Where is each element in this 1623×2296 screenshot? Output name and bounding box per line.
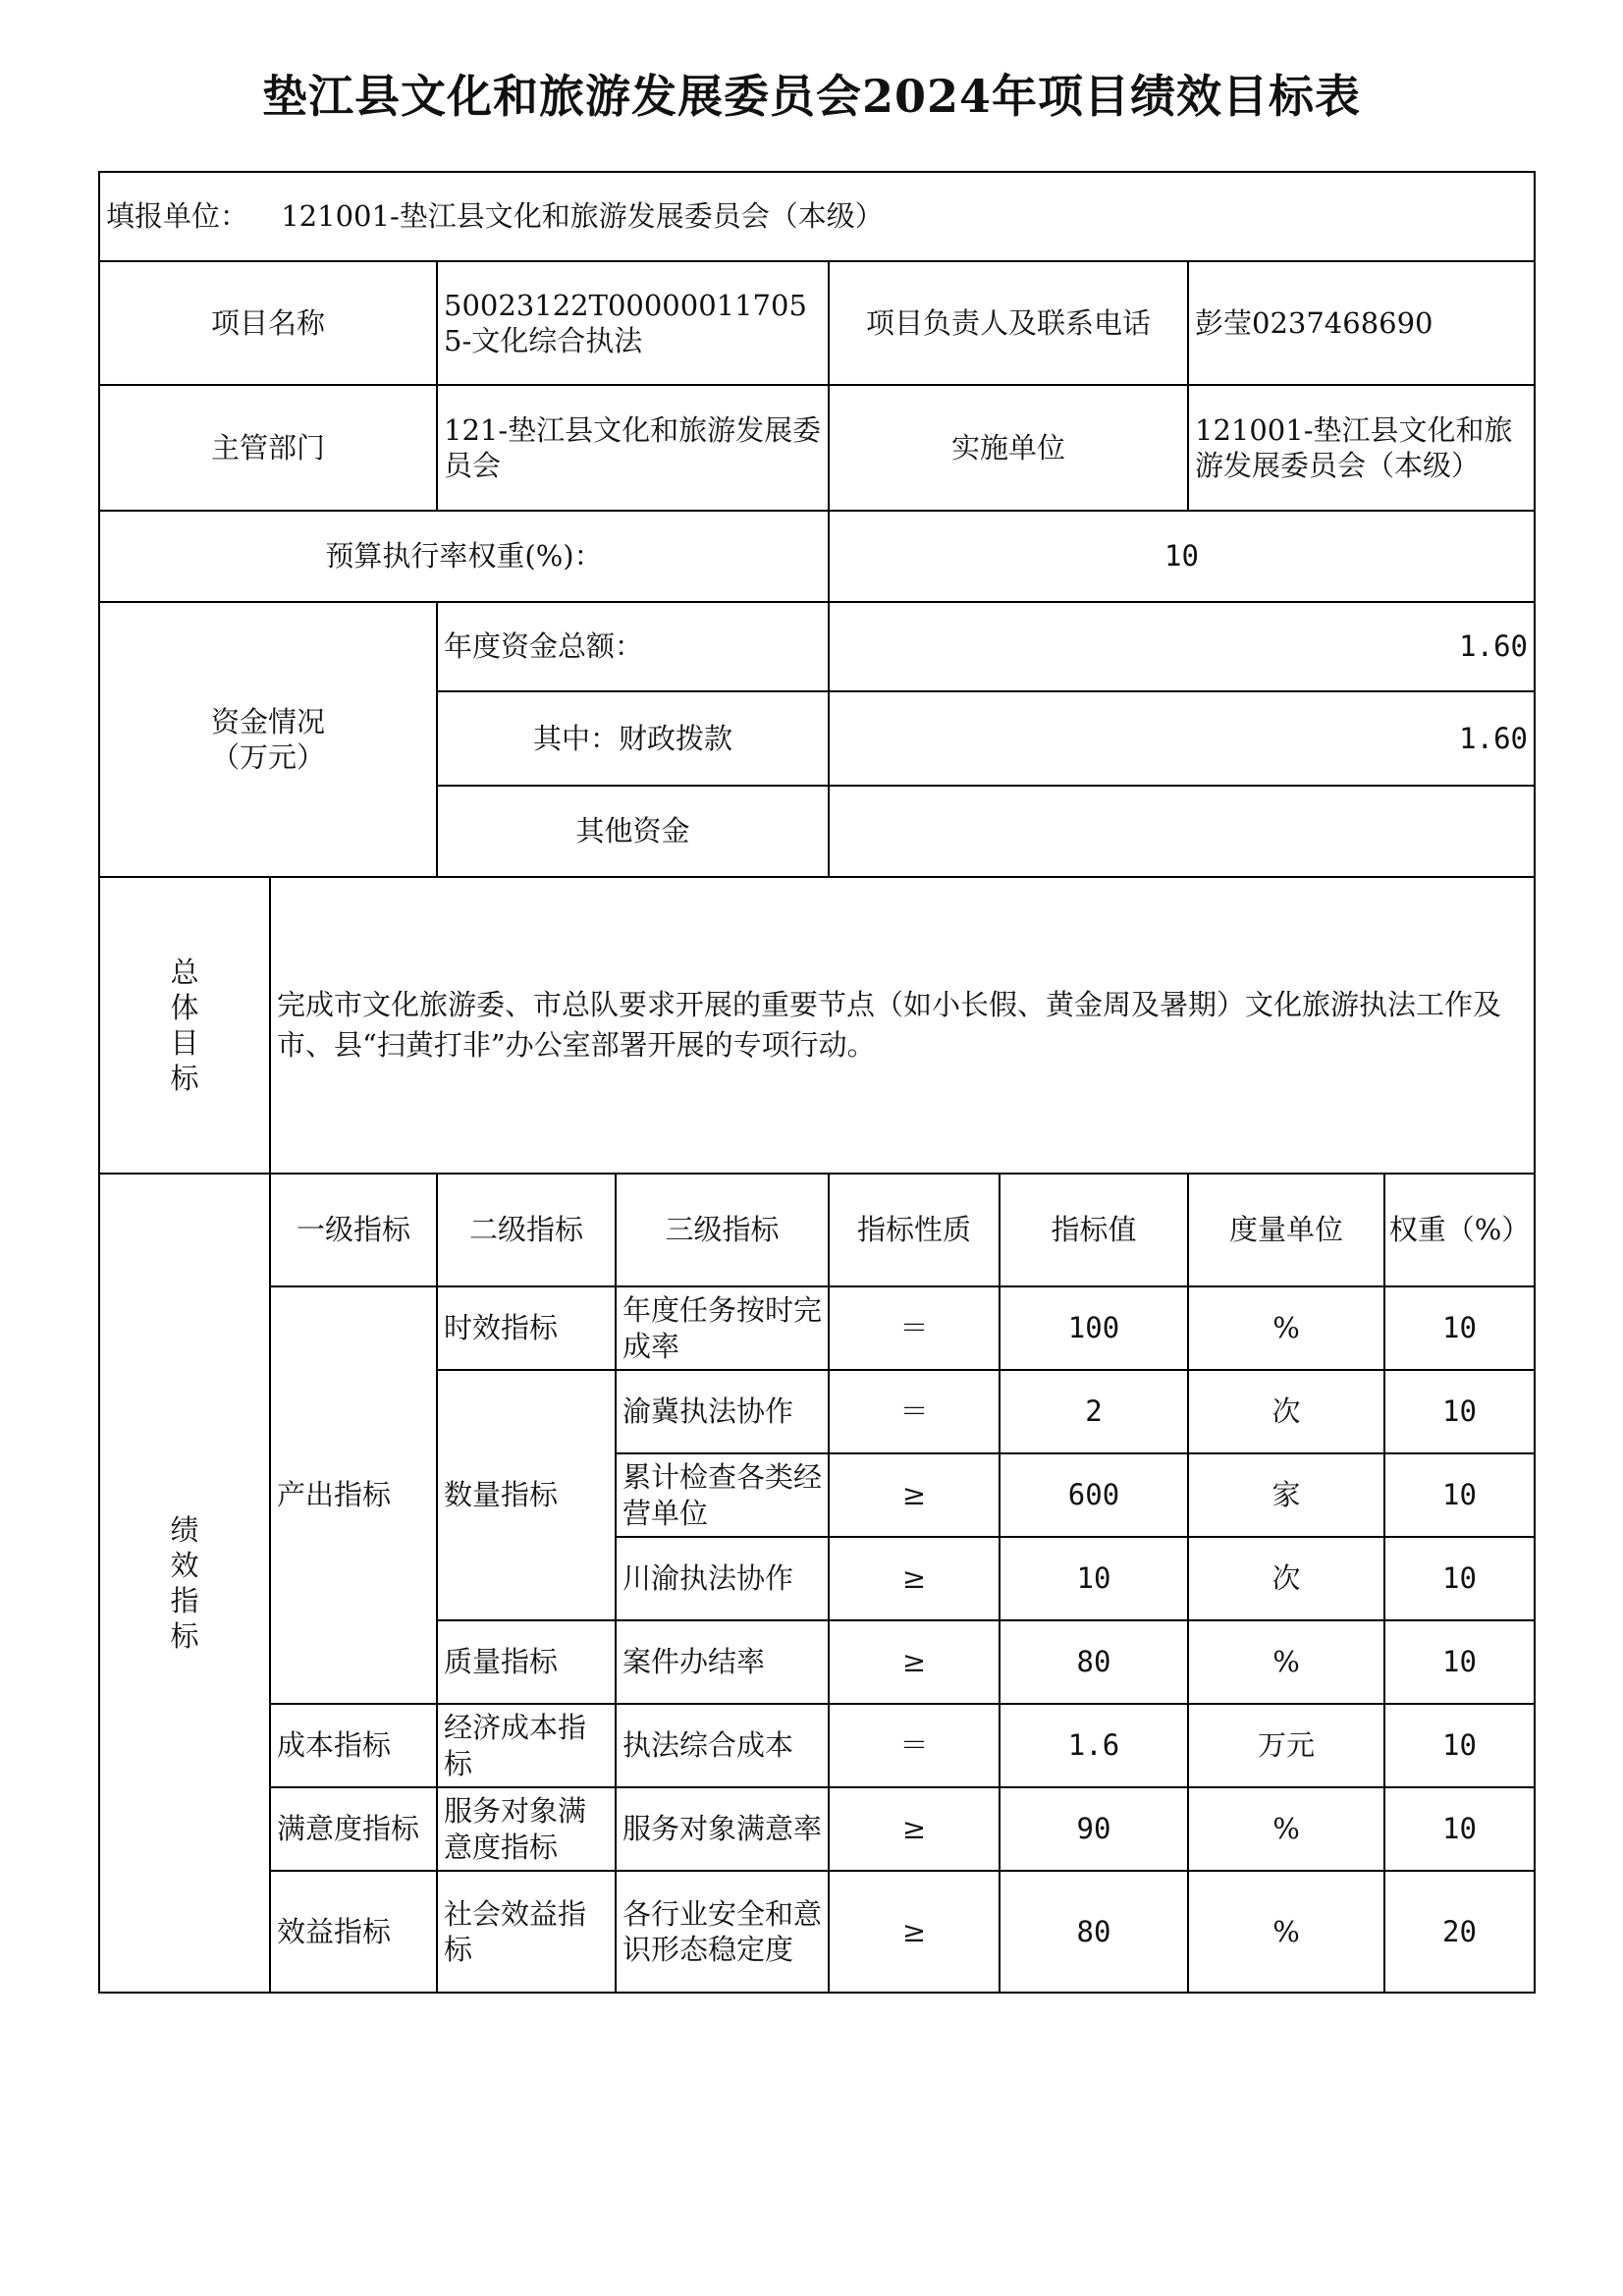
- funds-total-row: [99, 602, 1535, 691]
- indicator-level3: 案件办结率: [616, 1620, 829, 1704]
- indicator-weight: 20: [1384, 1871, 1535, 1993]
- table-row: [99, 1787, 1535, 1871]
- indicator-level3: 年度任务按时完成率: [616, 1286, 829, 1370]
- indicator-value: 80: [1000, 1871, 1188, 1993]
- indicator-level1: 效益指标: [270, 1871, 437, 1993]
- indicator-level2: 时效指标: [437, 1286, 616, 1370]
- indicator-unit: 次: [1188, 1370, 1384, 1453]
- indicator-value: 90: [1000, 1787, 1188, 1871]
- indicators-label: [99, 1174, 270, 1993]
- table-row: [99, 1286, 1535, 1370]
- dept-value: 121-垫江县文化和旅游发展委员会: [437, 385, 829, 511]
- indicator-level3: 执法综合成本: [616, 1704, 829, 1787]
- indicator-weight: 10: [1384, 1704, 1535, 1787]
- funds-label-line2: （万元）: [210, 740, 325, 774]
- indicator-value: 600: [1000, 1453, 1188, 1537]
- department-row: [99, 385, 1535, 511]
- funds-label: [99, 602, 437, 877]
- indicator-weight: 10: [1384, 1787, 1535, 1871]
- header-value: 指标值: [1000, 1174, 1188, 1286]
- indicator-weight: 10: [1384, 1286, 1535, 1370]
- indicator-nature: ≥: [829, 1537, 1000, 1620]
- indicator-header-row: [99, 1174, 1535, 1286]
- indicator-level1: 满意度指标: [270, 1787, 437, 1871]
- indicator-weight: 10: [1384, 1620, 1535, 1704]
- indicator-unit: %: [1188, 1871, 1384, 1993]
- funds-total-value: 1.60: [829, 602, 1535, 691]
- dept-label: 主管部门: [99, 385, 437, 511]
- overall-goal-label: [99, 877, 270, 1174]
- overall-goal-char: 总: [170, 955, 199, 989]
- impl-unit-label: 实施单位: [829, 385, 1188, 511]
- indicator-value: 80: [1000, 1620, 1188, 1704]
- funds-fiscal-value: 1.60: [829, 691, 1535, 786]
- header-unit: 度量单位: [1188, 1174, 1384, 1286]
- budget-weight-row: [99, 511, 1535, 602]
- indicator-value: 2: [1000, 1370, 1188, 1453]
- indicator-level2: 经济成本指标: [437, 1704, 616, 1787]
- header-level3: 三级指标: [616, 1174, 829, 1286]
- indicator-value: 10: [1000, 1537, 1188, 1620]
- indicator-level2: 质量指标: [437, 1620, 616, 1704]
- funds-fiscal-label: 其中：财政拨款: [437, 691, 829, 786]
- indicator-nature: ＝: [829, 1370, 1000, 1453]
- fill-unit-label: 填报单位：: [106, 199, 249, 234]
- indicator-level3: 川渝执法协作: [616, 1537, 829, 1620]
- indicator-nature: ＝: [829, 1704, 1000, 1787]
- indicator-level1: 成本指标: [270, 1704, 437, 1787]
- overall-goal-text: 完成市文化旅游委、市总队要求开展的重要节点（如小长假、黄金周及暑期）文化旅游执法工作及市、县“扫黄打非”办公室部署开展的专项行动。: [270, 877, 1535, 1174]
- indicator-unit: %: [1188, 1286, 1384, 1370]
- project-contact-value: 彭莹0237468690: [1188, 261, 1535, 385]
- indicator-unit: 万元: [1188, 1704, 1384, 1787]
- overall-goal-row: [99, 877, 1535, 1174]
- overall-goal-char: 目: [170, 1026, 199, 1060]
- fill-unit-value: 121001-垫江县文化和旅游发展委员会（本级）: [281, 199, 884, 234]
- indicator-value: 100: [1000, 1286, 1188, 1370]
- project-name-value: 50023122T000000117055-文化综合执法: [437, 261, 829, 385]
- indicator-nature: ≥: [829, 1620, 1000, 1704]
- funds-label-line1: 资金情况: [210, 704, 325, 738]
- indicator-level2: 服务对象满意度指标: [437, 1787, 616, 1871]
- fill-unit-row: [99, 172, 1535, 261]
- indicator-value: 1.6: [1000, 1704, 1188, 1787]
- budget-weight-value: 10: [829, 511, 1535, 602]
- project-name-row: [99, 261, 1535, 385]
- indicator-unit: 家: [1188, 1453, 1384, 1537]
- indicator-weight: 10: [1384, 1370, 1535, 1453]
- project-contact-label: 项目负责人及联系电话: [829, 261, 1188, 385]
- performance-goal-table: [98, 171, 1536, 1994]
- header-weight: 权重（%）: [1384, 1174, 1535, 1286]
- indicator-nature: ≥: [829, 1787, 1000, 1871]
- indicators-char: 效: [170, 1548, 199, 1582]
- overall-goal-char: 体: [170, 990, 199, 1024]
- indicator-nature: ≥: [829, 1871, 1000, 1993]
- project-name-label: 项目名称: [99, 261, 437, 385]
- impl-unit-value: 121001-垫江县文化和旅游发展委员会（本级）: [1188, 385, 1535, 511]
- overall-goal-char: 标: [170, 1062, 199, 1096]
- indicator-unit: 次: [1188, 1537, 1384, 1620]
- indicators-char: 标: [170, 1619, 199, 1654]
- indicator-unit: %: [1188, 1620, 1384, 1704]
- table-row: [99, 1871, 1535, 1993]
- indicator-level3: 渝冀执法协作: [616, 1370, 829, 1453]
- header-nature: 指标性质: [829, 1174, 1000, 1286]
- fill-unit-cell: [99, 172, 1535, 261]
- header-level2: 二级指标: [437, 1174, 616, 1286]
- budget-weight-label: 预算执行率权重(%)：: [99, 511, 829, 602]
- indicator-weight: 10: [1384, 1537, 1535, 1620]
- funds-total-label: 年度资金总额：: [437, 602, 829, 691]
- table-row: [99, 1704, 1535, 1787]
- indicators-char: 指: [170, 1584, 199, 1617]
- header-level1: 一级指标: [270, 1174, 437, 1286]
- indicators-char: 绩: [170, 1512, 199, 1547]
- funds-other-value: [829, 786, 1535, 877]
- indicator-unit: %: [1188, 1787, 1384, 1871]
- indicator-level3: 服务对象满意率: [616, 1787, 829, 1871]
- indicator-nature: ＝: [829, 1286, 1000, 1370]
- indicator-nature: ≥: [829, 1453, 1000, 1537]
- indicator-weight: 10: [1384, 1453, 1535, 1537]
- indicator-level2: 社会效益指标: [437, 1871, 616, 1993]
- indicator-level1: 产出指标: [270, 1286, 437, 1704]
- indicator-level3: 累计检查各类经营单位: [616, 1453, 829, 1537]
- page-title: 垫江县文化和旅游发展委员会2024年项目绩效目标表: [261, 70, 1362, 123]
- indicator-level2: 数量指标: [437, 1370, 616, 1620]
- indicator-level3: 各行业安全和意识形态稳定度: [616, 1871, 829, 1993]
- funds-other-label: 其他资金: [437, 786, 829, 877]
